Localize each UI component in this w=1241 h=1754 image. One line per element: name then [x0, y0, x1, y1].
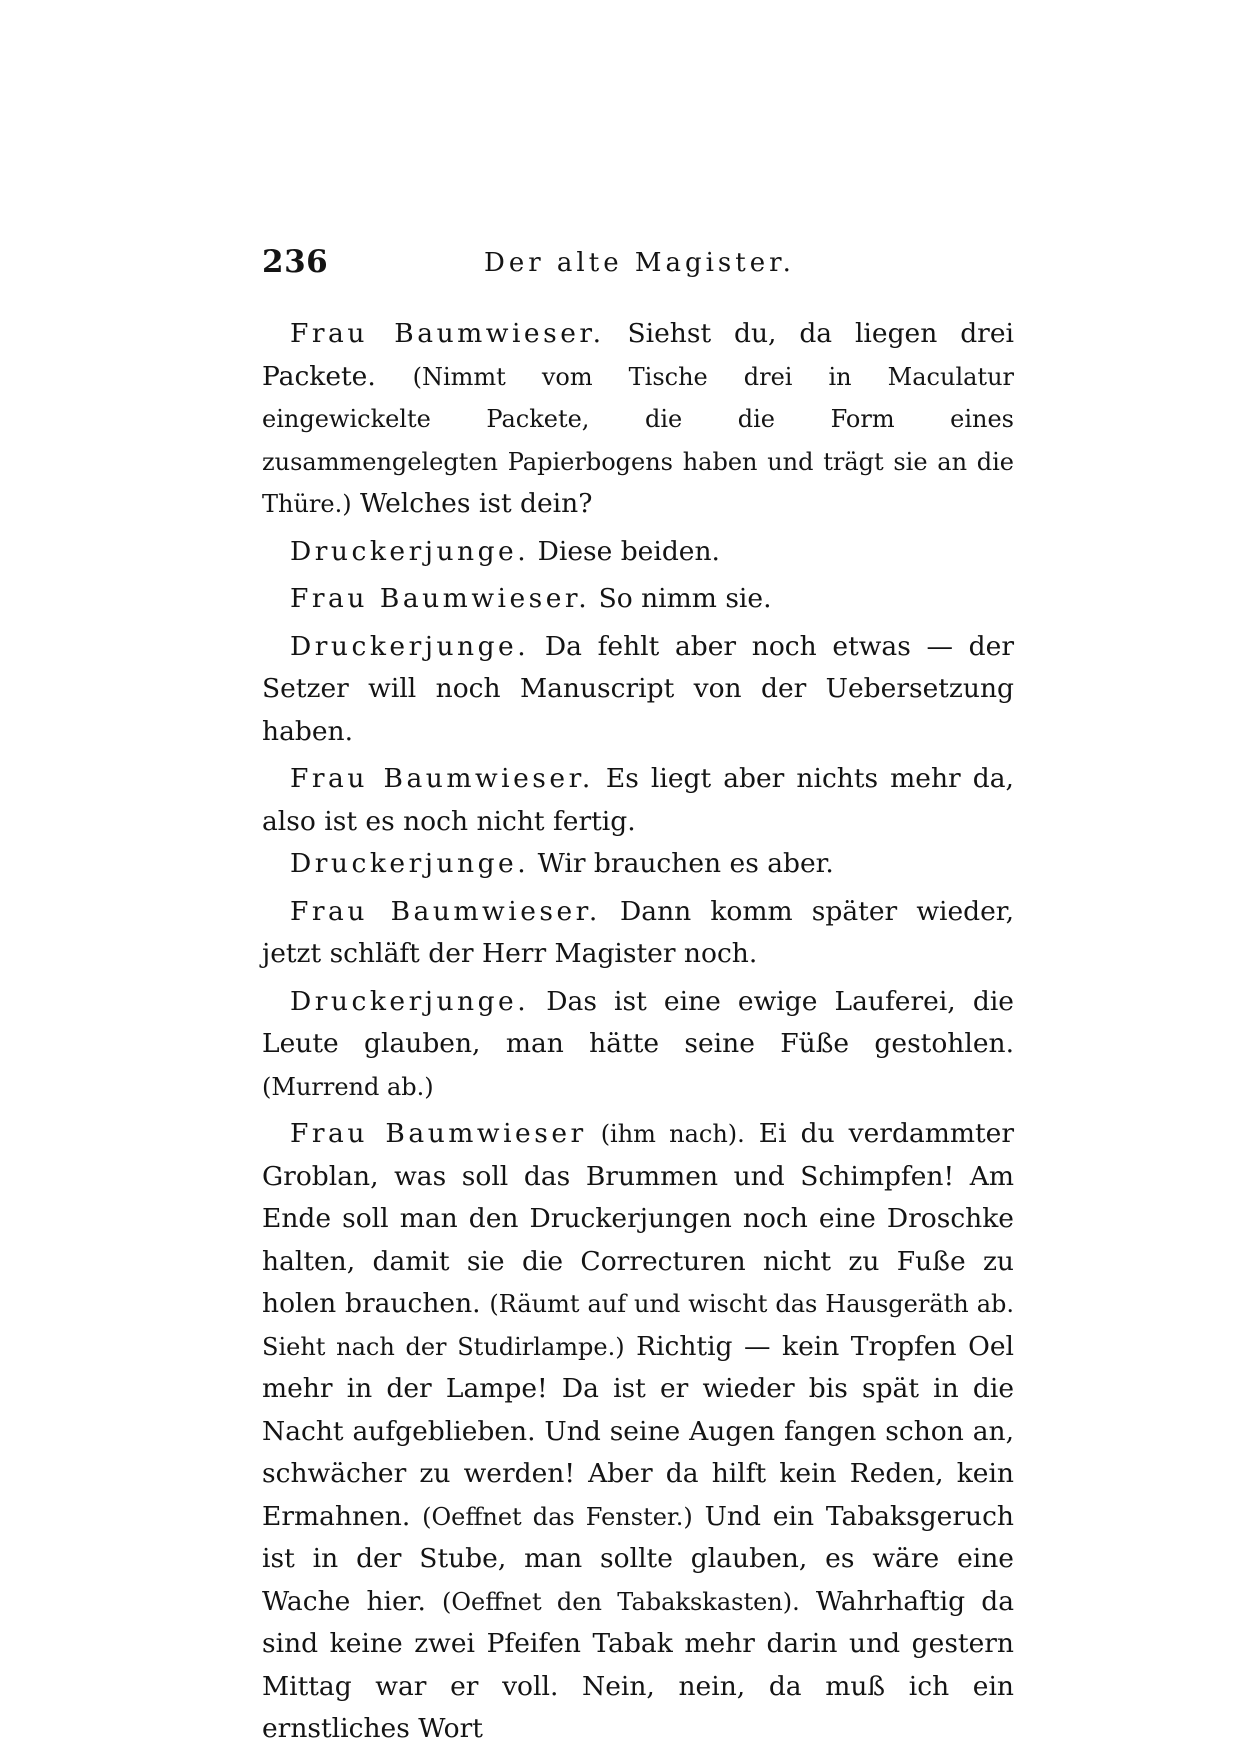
dialogue-paragraph	[262, 981, 1014, 1109]
stage-direction: (Nimmt vom Tische drei in Maculatur eingewickelte Packete, die die Form eines zusammengelegten Papierbogens haben und trägt sie an die Thüre.)	[262, 362, 1014, 518]
spoken-text: Ei du verdammter Groblan, was soll das Brummen und Schimpfen! Am Ende soll man den Druckerjungen noch eine Droschke halten, damit sie die Correcturen nicht zu Fuße zu holen brauchen.	[262, 1118, 1014, 1319]
dialogue-paragraph	[262, 1113, 1014, 1751]
spoken-text: Wir brauchen es aber.	[537, 848, 834, 879]
spoken-text: Siehst du, da liegen drei Packete.	[262, 318, 1014, 392]
dialogue-paragraph	[262, 843, 1014, 886]
stage-direction: (Oeffnet das Fenster.)	[422, 1502, 693, 1531]
running-title: Der alte Magister.	[484, 248, 795, 278]
spoken-text: Da fehlt aber noch etwas — der Setzer will noch Manuscript von der Uebersetzung haben.	[262, 630, 1014, 747]
dialogue-text	[262, 313, 1014, 1751]
stage-direction: (Räumt auf und wischt das Hausgeräth ab. Sieht nach der Studirlampe.)	[262, 1290, 1014, 1361]
dialogue-paragraph	[262, 531, 1014, 574]
stage-direction: (Murrend ab.)	[262, 1072, 434, 1101]
speaker-name: Druckerjunge.	[290, 985, 530, 1017]
speaker-name: Druckerjunge.	[290, 630, 530, 662]
speaker-name: Frau Baumwieser.	[290, 895, 601, 927]
spoken-text: Welches ist dein?	[351, 488, 593, 519]
speaker-name: Frau Baumwieser	[290, 1118, 587, 1149]
dialogue-paragraph	[262, 758, 1014, 843]
dialogue-paragraph	[262, 891, 1014, 976]
spoken-text: Richtig — kein Tropfen Oel mehr in der Lampe! Da ist er wieder bis spät in die Nacht aufgeblieben. Und seine Augen fangen schon an, schwächer zu werden! Aber da hilft kein Reden, kein Ermahnen.	[262, 1330, 1014, 1532]
spoken-text: So nimm sie.	[598, 583, 772, 614]
spoken-text: Wahrhaftig da sind keine zwei Pfeifen Tabak mehr darin und gestern Mittag war er voll. Nein, nein, da muß ich ein ernstliches Wort	[262, 1585, 1015, 1744]
page-number: 236	[262, 244, 329, 280]
spoken-text: Und ein Tabaksgeruch ist in der Stube, man sollte glauben, es wäre eine Wache hier.	[262, 1500, 1014, 1617]
spoken-text: Es liegt aber nichts mehr da, also ist es noch nicht fertig.	[262, 763, 1014, 837]
dialogue-paragraph	[262, 313, 1014, 526]
stage-direction: (ihm nach).	[600, 1120, 745, 1148]
speaker-name: Frau Baumwieser.	[290, 763, 594, 794]
dialogue-paragraph	[262, 626, 1014, 754]
spoken-text: Diese beiden.	[537, 535, 720, 567]
spoken-text: Dann komm später wieder, jetzt schläft der Herr Magister noch.	[262, 895, 1014, 969]
speaker-name: Frau Baumwieser.	[290, 583, 591, 614]
dialogue-paragraph	[262, 578, 1014, 621]
spoken-text: Das ist eine ewige Lauferei, die Leute glauben, man hätte seine Füße gestohlen.	[262, 985, 1014, 1059]
running-head	[262, 244, 1022, 284]
speaker-name: Frau Baumwieser.	[290, 318, 605, 349]
speaker-name: Druckerjunge.	[290, 535, 530, 567]
speaker-name: Druckerjunge.	[290, 848, 530, 879]
stage-direction: (Oeffnet den Tabakskasten).	[442, 1587, 800, 1616]
